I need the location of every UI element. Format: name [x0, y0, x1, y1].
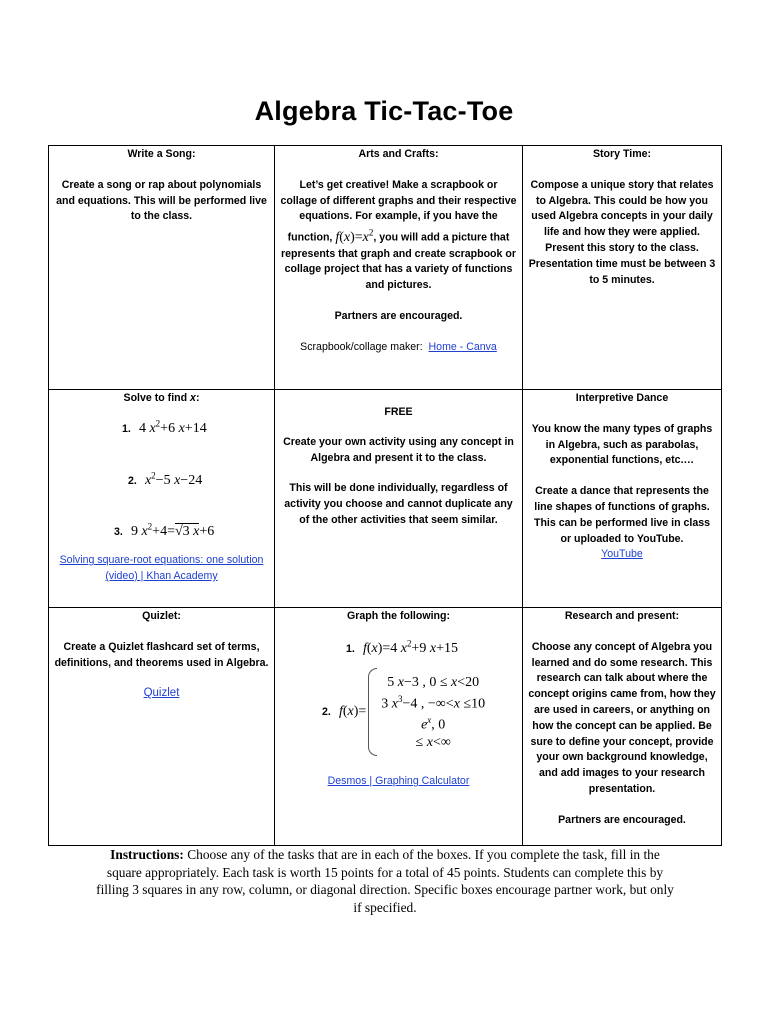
heading-colon: :: [195, 392, 200, 404]
maker-line: [280, 340, 517, 356]
cell-body: Create a song or rap about polynomials and equations. This will be performed live to the class.: [56, 178, 267, 223]
canva-link[interactable]: Home - Canva: [428, 340, 497, 353]
heading-text: Solve to find: [123, 392, 188, 404]
tic-tac-toe-grid: [48, 145, 722, 846]
equation-3: 3. 9 $x^2+4=√3$ x+6: [114, 521, 215, 540]
function-example: $f(x)=x^2$: [335, 227, 374, 245]
item-number: 3.: [114, 526, 123, 539]
cell-body-2: This will be done individually, regardless of activity you choose and cannot duplicate any of the other activities that seem similar.: [284, 482, 513, 526]
instructions-text: Choose any of the tasks that are in each of the boxes. If you complete the task, fill in the square appropriately. Each task is worth 15 points for a total of 45 points. Students can complete this by filling 3 squares in any row, column, or diagonal direction. Specific boxes encourage partner work, but only if specified.: [96, 847, 674, 915]
cell-body: You know the many types of graphs in Algebra, such as parabolas, exponential functions, etc.…: [531, 422, 713, 467]
cell-body-2: Create a dance that represents the line shapes of functions of graphs. This can be performed live in class or uploaded to YouTube.: [533, 485, 711, 545]
cell-heading: FREE: [384, 406, 413, 418]
cell-interpretive-dance: [523, 390, 722, 608]
cell-body: Choose any concept of Algebra you learned and do some research. This research can talk about where the concept origins came from, how they are used in careers, or anything on how the concept can be applied. Be sure to define your concept, provide your own background knowledge, and add images to your research presentation.: [528, 640, 716, 795]
cell-heading: Arts and Crafts:: [358, 148, 439, 160]
cell-body-text-continued: , you will add a picture that represents that graph and create scrapbook or collage project that has a variety of functions and pictures.: [281, 231, 516, 292]
page-title: Algebra Tic-Tac-Toe: [254, 96, 514, 126]
cell-heading: Quizlet:: [142, 610, 181, 622]
cell-arts-and-crafts: [275, 146, 523, 390]
cell-graph-the-following: [275, 608, 523, 846]
partners-note: Partners are encouraged.: [334, 310, 463, 323]
cell-body: Create your own activity using any concept in Algebra and present it to the class.: [283, 435, 514, 464]
quizlet-link[interactable]: Quizlet: [143, 687, 180, 700]
cell-heading: Graph the following:: [347, 610, 450, 622]
desmos-link[interactable]: Desmos | Graphing Calculator: [327, 775, 470, 788]
instructions: [96, 846, 674, 916]
cell-free: [275, 390, 523, 608]
cell-heading: Interpretive Dance: [575, 392, 669, 404]
cell-story-time: [523, 146, 722, 390]
item-number: 1.: [346, 643, 355, 656]
item-number: 2.: [128, 474, 137, 487]
cell-write-a-song: [49, 146, 275, 390]
cell-body: Create a Quizlet flashcard set of terms, definitions, and theorems used in Algebra.: [54, 640, 269, 669]
equation-2: 2. $x^2-5$ x−24: [128, 470, 203, 488]
cell-body-text: Let’s get creative! Make a scrapbook or collage of different graphs and their respective equations. For example, if you have the function,: [280, 178, 517, 244]
item-number: 2.: [322, 706, 331, 719]
khan-academy-link[interactable]: Solving square-root equations: one solution (video) | Khan Academy: [59, 554, 264, 582]
equation-1: 1. 4 $x^2+6$ x+14: [122, 418, 207, 437]
youtube-link[interactable]: YouTube: [601, 548, 643, 561]
cell-quizlet: [49, 608, 275, 846]
partners-note: Partners are encouraged.: [558, 813, 686, 826]
instructions-label: Instructions:: [110, 847, 184, 862]
cell-heading: [54, 391, 269, 407]
cell-heading: Write a Song:: [127, 148, 196, 160]
cell-body: [280, 178, 517, 294]
maker-label: Scrapbook/collage maker:: [300, 340, 423, 353]
brace-shape: [368, 668, 377, 756]
cell-heading: Story Time:: [592, 148, 652, 160]
heading-variable: x: [190, 392, 196, 404]
cell-body: Compose a unique story that relates to Algebra. This could be how you used Algebra concepts in your daily life and how they were applied. Present this story to the class. Presentation time must be between 3 to 5 minutes.: [528, 178, 716, 286]
item-number: 1.: [122, 423, 131, 436]
cell-research-and-present: [523, 608, 722, 846]
cell-heading: Research and present:: [564, 610, 680, 622]
graph-equation-2: 2. f(x)= 5 x−3 , 0 ≤ x<20 3 $x^3-4$ , −∞<x ≤10 $e^x$, 0 ≤ x<∞: [280, 668, 517, 756]
cell-solve-to-find-x: [49, 390, 275, 608]
graph-equation-1: 1. f(x)=4 $x^2+9$ x+15: [346, 638, 459, 657]
